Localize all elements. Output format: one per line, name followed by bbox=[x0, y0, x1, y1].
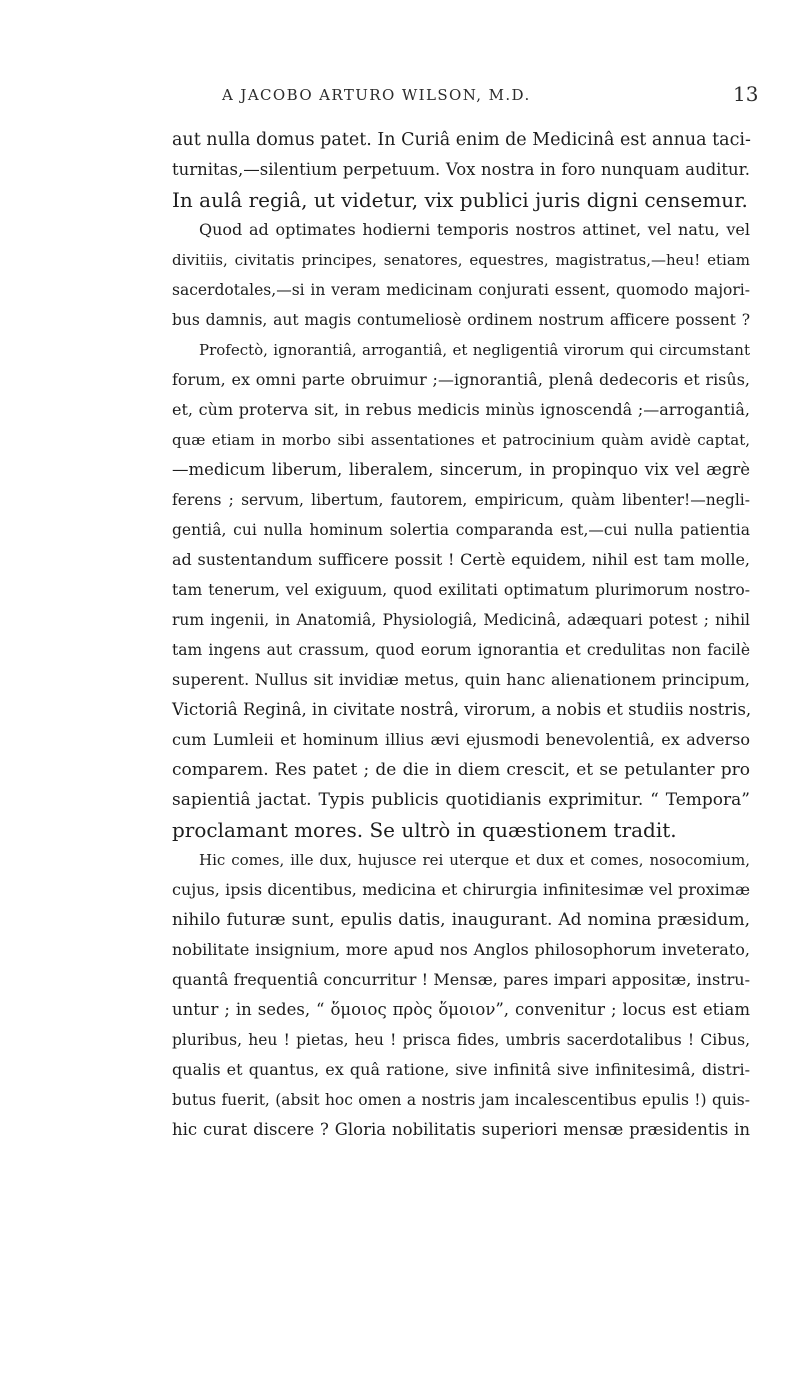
text-line: pluribus, heu ! pietas, heu ! prisca fides, umbris sacerdotalibus ! Cibus, bbox=[172, 1031, 750, 1049]
text-line: sacerdotales,—si in veram medicinam conjurati essent, quomodo majori- bbox=[172, 281, 750, 299]
text-line: gentiâ, cui nulla hominum solertia comparanda est,—cui nulla patientia bbox=[172, 521, 750, 539]
text-line: comparem. Res patet ; de die in diem crescit, et se petulanter pro bbox=[172, 760, 750, 780]
text-line: superent. Nullus sit invidiæ metus, quin hanc alienationem principum, bbox=[172, 670, 750, 689]
text-line: quæ etiam in morbo sibi assentationes et patrocinium quàm avidè captat, bbox=[172, 431, 750, 449]
running-title: A JACOBO ARTURO WILSON, M.D. bbox=[222, 86, 531, 104]
text-line: nobilitate insignium, more apud nos Anglos philosophorum inveterato, bbox=[172, 940, 750, 959]
page-number: 13 bbox=[733, 82, 759, 106]
text-line: hic curat discere ? Gloria nobilitatis superiori mensæ præsidentis in bbox=[172, 1120, 750, 1139]
text-line: bus damnis, aut magis contumeliosè ordinem nostrum afficere possent ? bbox=[172, 311, 750, 329]
text-line: forum, ex omni parte obruimur ;—ignorantiâ, plenâ dedecoris et risûs, bbox=[172, 370, 750, 389]
text-line: et, cùm proterva sit, in rebus medicis minùs ignoscendâ ;—arrogantiâ, bbox=[172, 400, 750, 419]
text-line: qualis et quantus, ex quâ ratione, sive infinitâ sive infinitesimâ, distri- bbox=[172, 1060, 750, 1079]
text-line: proclamant mores. Se ultrò in quæstionem tradit. bbox=[172, 818, 677, 842]
text-line: tam tenerum, vel exiguum, quod exilitati optimatum plurimorum nostro- bbox=[172, 581, 750, 599]
text-line: aut nulla domus patet. In Curiâ enim de Medicinâ est annua taci- bbox=[172, 130, 751, 150]
text-line: ferens ; servum, libertum, fautorem, empiricum, quàm libenter!—negli- bbox=[172, 491, 750, 509]
text-line: nihilo futuræ sunt, epulis datis, inaugurant. Ad nomina præsidum, bbox=[172, 910, 750, 930]
paragraph-start-line: Quod ad optimates hodierni temporis nostros attinet, vel natu, vel bbox=[199, 220, 750, 239]
paragraph-start-line: Profectò, ignorantiâ, arrogantiâ, et negligentiâ virorum qui circumstant bbox=[199, 341, 750, 359]
text-line: turnitas,—silentium perpetuum. Vox nostra in foro nunquam auditur. bbox=[172, 160, 750, 179]
text-line: ad sustentandum sufficere possit ! Certè equidem, nihil est tam molle, bbox=[172, 550, 750, 569]
text-line: sapientiâ jactat. Typis publicis quotidianis exprimitur. “ Tempora” bbox=[172, 790, 750, 810]
text-line: untur ; in sedes, “ ὅμοιος πρὸς ὅμοιον”, convenitur ; locus est etiam bbox=[172, 1000, 750, 1019]
text-line: Victoriâ Reginâ, in civitate nostrâ, virorum, a nobis et studiis nostris, bbox=[172, 700, 752, 719]
text-line: In aulâ regiâ, ut videtur, vix publici juris digni censemur. bbox=[172, 188, 748, 212]
text-line: cujus, ipsis dicentibus, medicina et chirurgia infinitesimæ vel proximæ bbox=[172, 880, 750, 899]
text-line: tam ingens aut crassum, quod eorum ignorantia et credulitas non facilè bbox=[172, 641, 750, 659]
text-line: cum Lumleii et hominum illius ævi ejusmodi benevolentiâ, ex adverso bbox=[172, 730, 750, 749]
text-line: —medicum liberum, liberalem, sincerum, in propinquo vix vel ægrè bbox=[172, 460, 750, 479]
running-header bbox=[0, 82, 800, 112]
text-line: divitiis, civitatis principes, senatores, equestres, magistratus,—heu! etiam bbox=[172, 251, 750, 269]
paragraph-start-line: Hic comes, ille dux, hujusce rei uterque et dux et comes, nosocomium, bbox=[199, 851, 750, 869]
text-line: butus fuerit, (absit hoc omen a nostris jam incalescentibus epulis !) quis- bbox=[172, 1091, 750, 1109]
text-line: rum ingenii, in Anatomiâ, Physiologiâ, Medicinâ, adæquari potest ; nihil bbox=[172, 611, 750, 629]
text-line: quantâ frequentiâ concurritur ! Mensæ, pares impari appositæ, instru- bbox=[172, 970, 750, 989]
